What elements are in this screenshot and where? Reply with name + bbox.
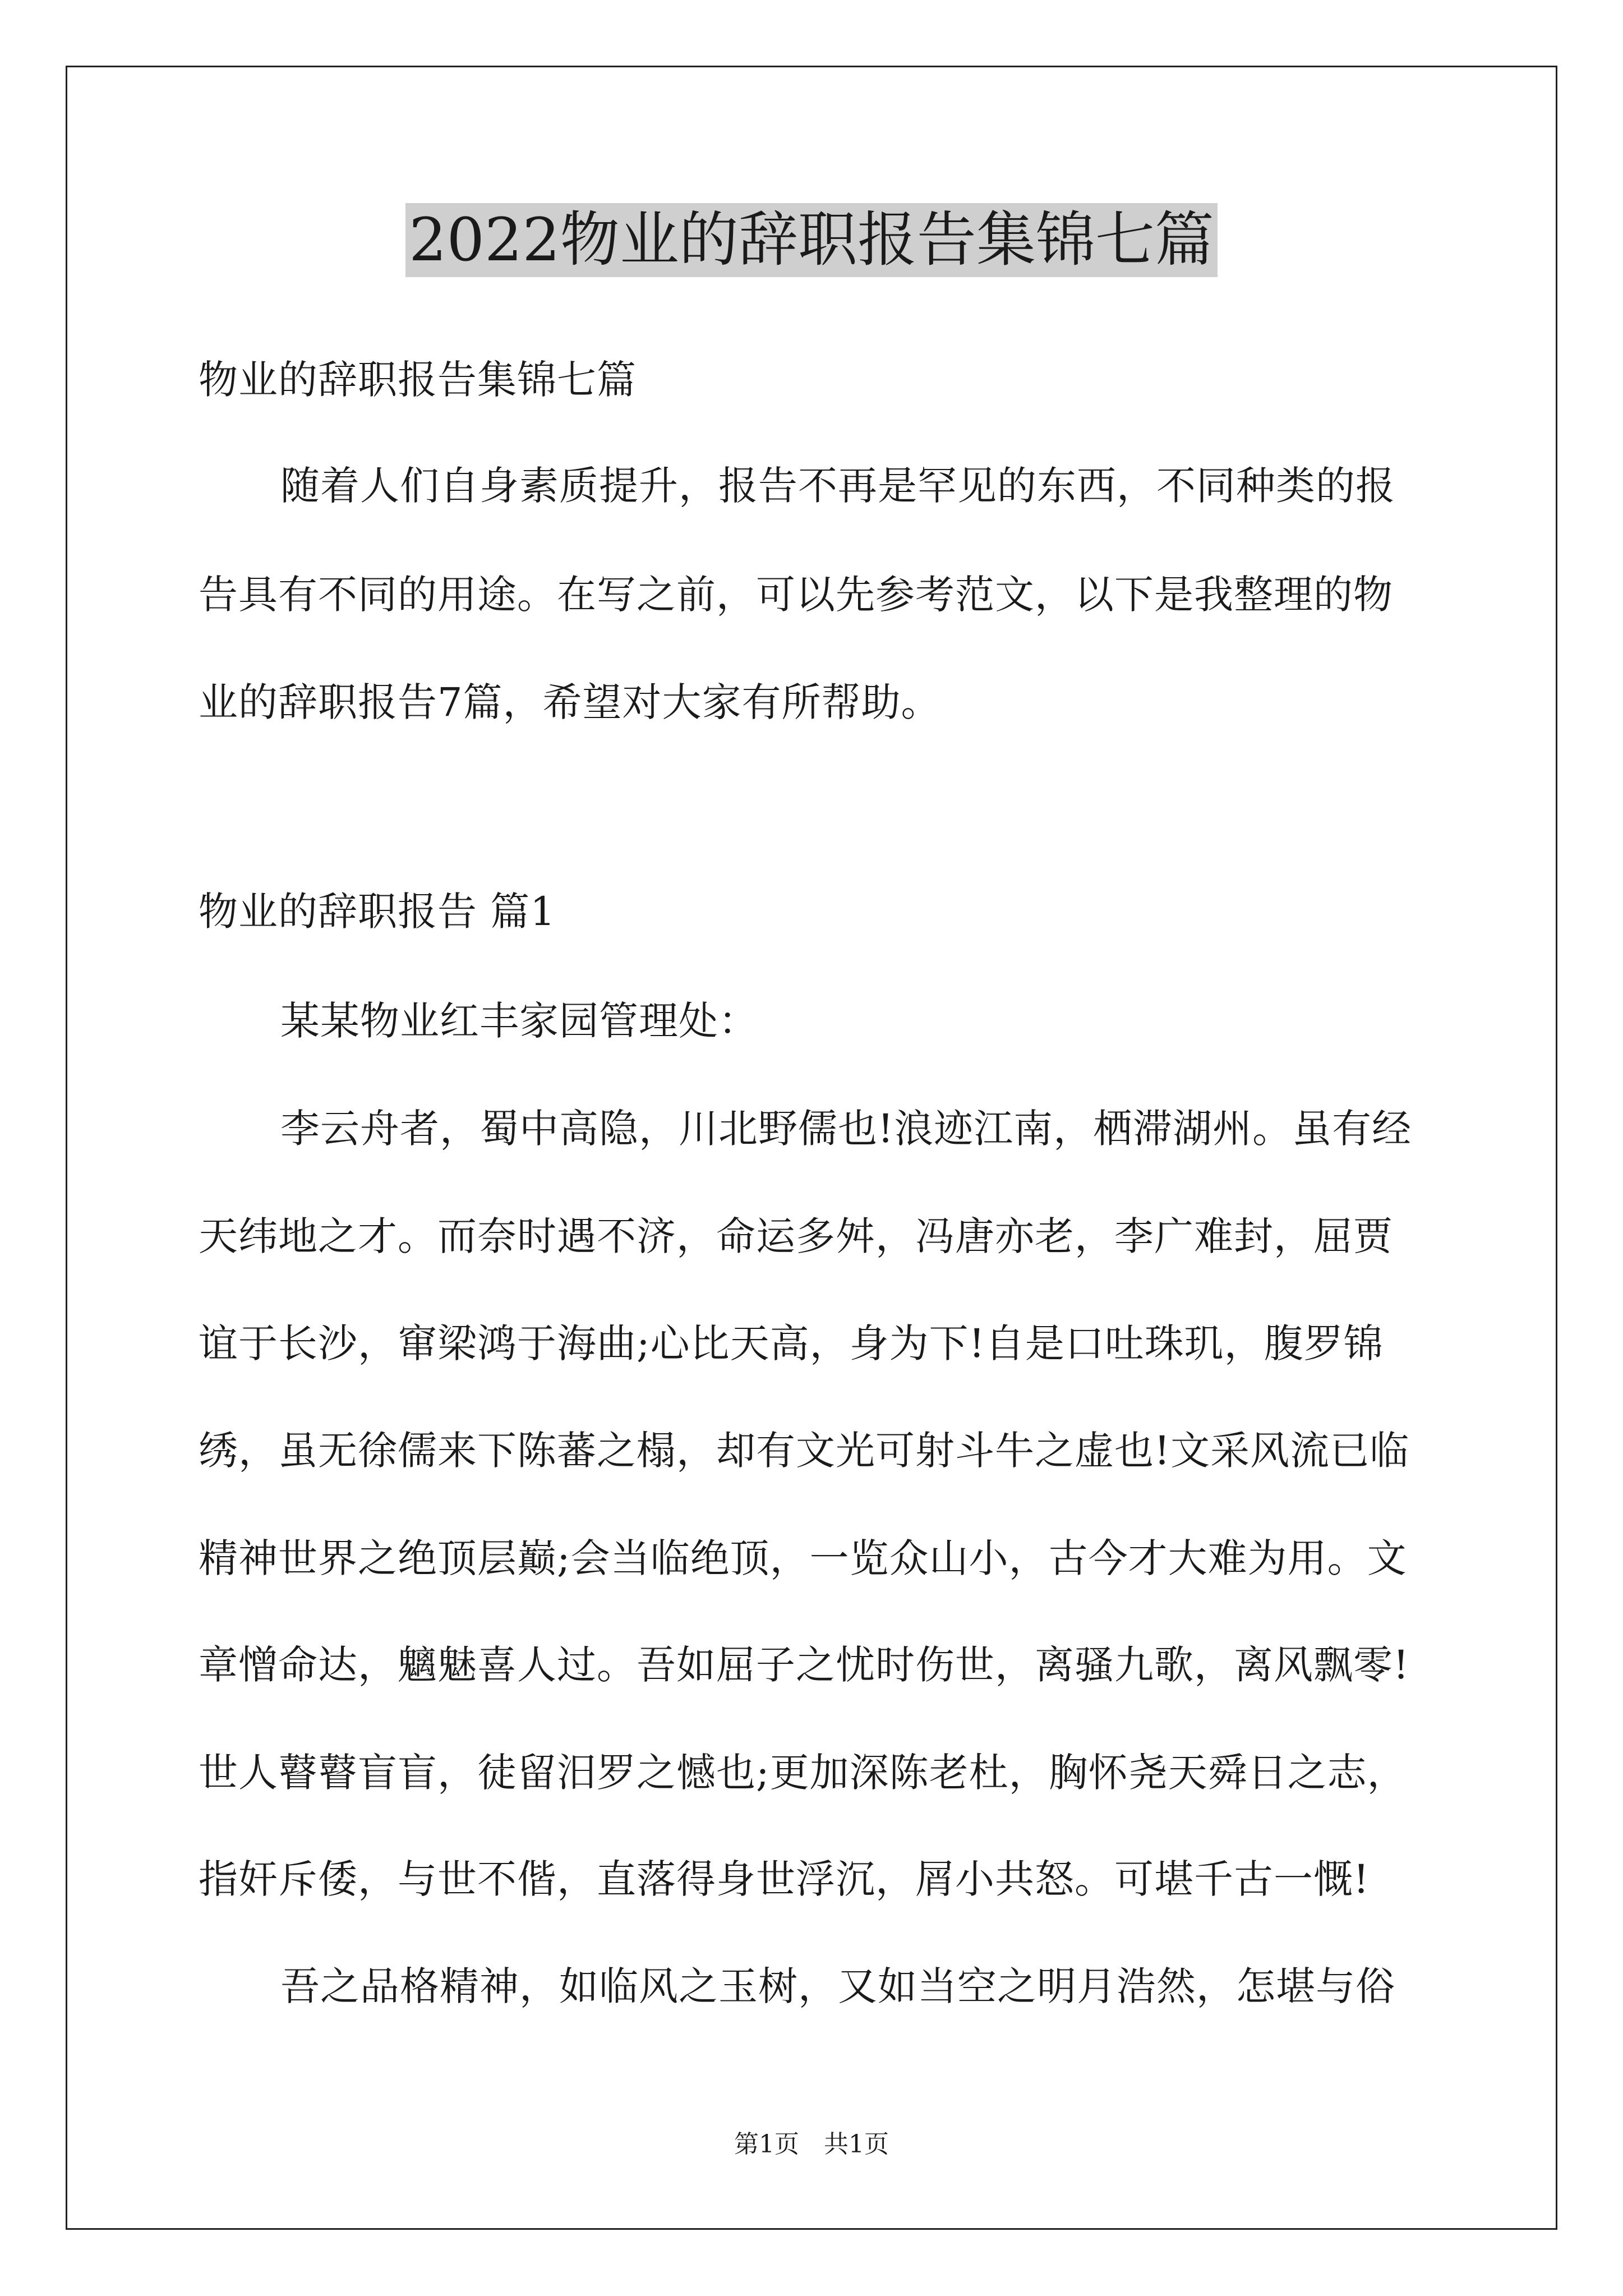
body-line: 吾之品格精神，如临风之玉树，又如当空之明月浩然，怎堪与俗	[280, 1963, 1395, 2009]
body-line: 李云舟者，蜀中高隐，川北野儒也!浪迹江南，栖滞湖州。虽有经	[280, 1106, 1412, 1152]
body-line: 天纬地之才。而奈时遇不济，命运多舛，冯唐亦老，李广难封，屈贾	[199, 1213, 1393, 1259]
body-line: 谊于长沙，窜梁鸿于海曲;心比天高，身为下!自是口吐珠玑，腹罗锦	[199, 1320, 1384, 1366]
salutation-line: 某某物业红丰家园管理处：	[280, 998, 758, 1044]
title-container	[0, 203, 1623, 277]
subtitle-line: 物业的辞职报告集锦七篇	[199, 357, 637, 403]
intro-line: 告具有不同的用途。在写之前，可以先参考范文，以下是我整理的物	[199, 572, 1393, 618]
section-heading: 物业的辞职报告 篇1	[199, 889, 556, 935]
body-line: 世人瞽瞽盲盲，徒留汨罗之憾也;更加深陈老杜，胸怀尧天舜日之志，	[199, 1750, 1407, 1796]
page-footer: 第1页 共1页	[734, 2130, 889, 2159]
document-title: 2022物业的辞职报告集锦七篇	[405, 203, 1218, 277]
body-line: 章憎命达，魑魅喜人过。吾如屈子之忧时伤世，离骚九歌，离风飘零!	[199, 1642, 1410, 1688]
body-line: 绣，虽无徐儒来下陈蕃之榻，却有文光可射斗牛之虚也!文采风流已临	[199, 1428, 1410, 1474]
intro-line: 业的辞职报告7篇，希望对大家有所帮助。	[199, 679, 941, 725]
body-line: 指奸斥倭，与世不偕，直落得身世浮沉，屑小共怒。可堪千古一慨!	[199, 1856, 1370, 1902]
body-line: 精神世界之绝顶层巅;会当临绝顶，一览众山小，古今才大难为用。文	[199, 1535, 1407, 1581]
intro-line: 随着人们自身素质提升，报告不再是罕见的东西，不同种类的报	[280, 463, 1395, 509]
